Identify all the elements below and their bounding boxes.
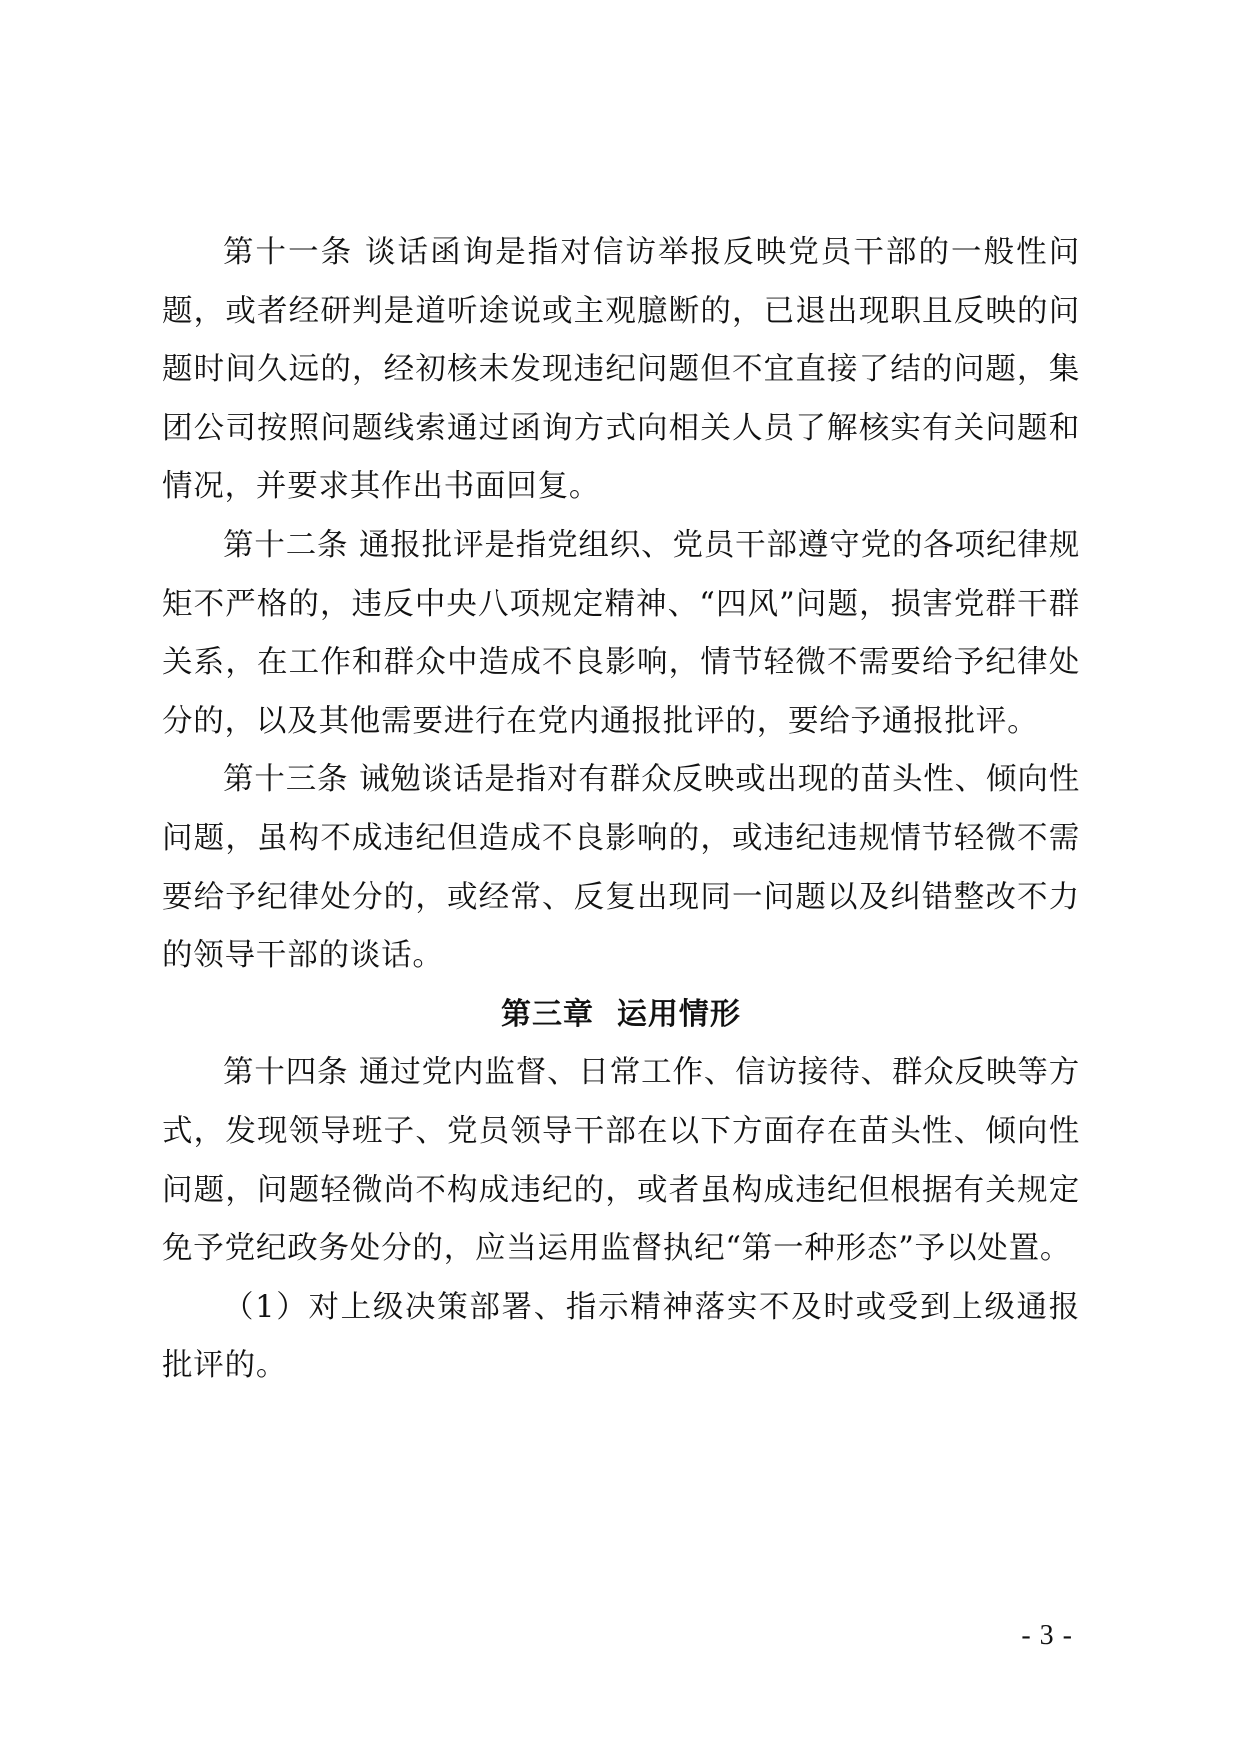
chapter-title: 第三章 运用情形 xyxy=(501,996,741,1032)
article-14: 第十四条 通过党内监督、日常工作、信访接待、群众反映等方式，发现领导班子、党员领导干部在以下方面存在苗头性、倾向性问题，问题轻微尚不构成违纪的，或者虽构成违纪但根据有关规定免予党纪政务处分的，应当运用监督执纪“第一种形态”予以处置。 xyxy=(162,1055,1080,1267)
document-body xyxy=(162,224,1080,1396)
page-number: - 3 - xyxy=(1021,1620,1073,1651)
list-item: （1）对上级决策部署、指示精神落实不及时或受到上级通报批评的。 xyxy=(162,1289,1080,1384)
article-12: 第十二条 通报批评是指党组织、党员干部遵守党的各项纪律规矩不严格的，违反中央八项规定精神、“四风”问题，损害党群干群关系，在工作和群众中造成不良影响，情节轻微不需要给予纪律处分的，以及其他需要进行在党内通报批评的，要给予通报批评。 xyxy=(162,527,1080,739)
article-13: 第十三条 诫勉谈话是指对有群众反映或出现的苗头性、倾向性问题，虽构不成违纪但造成不良影响的，或违纪违规情节轻微不需要给予纪律处分的，或经常、反复出现同一问题以及纠错整改不力的领导干部的谈话。 xyxy=(162,762,1080,974)
article-11: 第十一条 谈话函询是指对信访举报反映党员干部的一般性问题，或者经研判是道听途说或主观臆断的，已退出现职且反映的问题时间久远的，经初核未发现违纪问题但不宜直接了结的问题，集团公司按照问题线索通过函询方式向相关人员了解核实有关问题和情况，并要求其作出书面回复。 xyxy=(162,235,1080,505)
